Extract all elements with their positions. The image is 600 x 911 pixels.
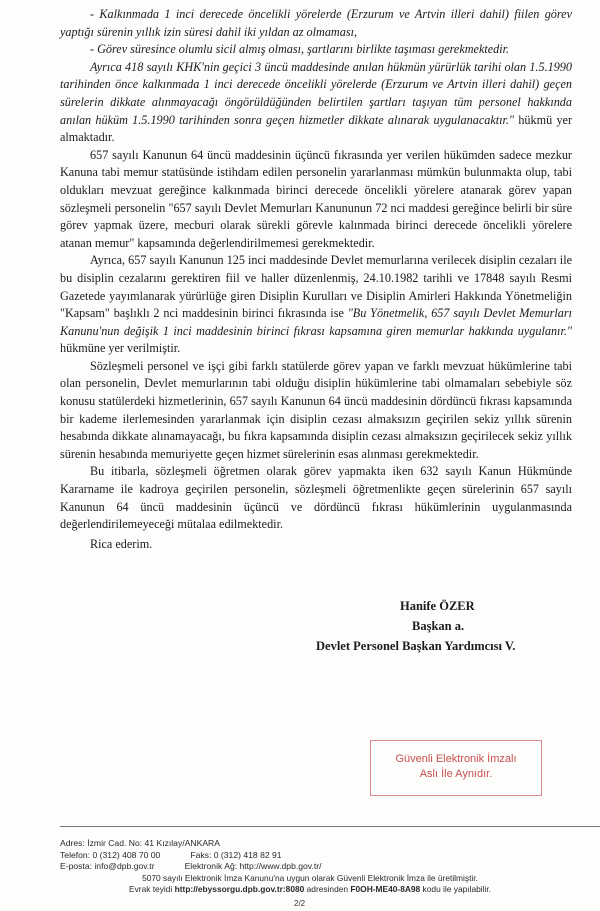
e-signature-stamp [370,740,542,796]
footer-esign-note: 5070 sayılı Elektronik İmza Kanunu'na uygun olarak Güvenli Elektronik İmza ile üretilmiştir. [142,872,478,883]
stamp-line-1: Güvenli Elektronik İmzalı [395,753,517,765]
paragraph-contract-staff: Sözleşmeli personel ve işçi gibi farklı statülerde görev yapan ve farklı mevzuat hükümlerine tabi olan personelin, Devlet memurlarının tabi olduğu disiplin hükümlerine tabi olmamaları sebebiyle söz konusu statülerdeki hizmetlerinin, 657 sayılı Kanunun 64 üncü maddesinin dördüncü fıkrası kapsamında bir kademe ilerlemesinden yararlanmak için disiplin cezası almaksızın geçirilen sekiz yıllık sürenin hesabında dikkate alınamayacağı, bu fıkra kapsamında disiplin cezası almaksızın geçirilecek sekiz yıllık sürenin hesabında memuriyette geçen hizmet sürelerinin esas alınması gerekmektedir. [60,358,572,461]
verify-code: F0OH-ME40-8A98 [350,884,421,894]
paragraph-conclusion: Bu itibarla, sözleşmeli öğretmen olarak görev yapmakta iken 632 sayılı Kanun Hükmünde Kararname ile kadroya geçirilen personelin, sözleşmeli öğretmenlikte geçen sürelerinin 657 sayılı Kanunun 64 üncü maddesinin üçüncü ve dördüncü fıkrası hükümlerinin uygulanmasında değerlendirilemeyeceği mütalaa edilmektedir. [60,464,572,532]
condition-item-1: - Kalkınmada 1 inci derecede öncelikli yörelerde (Erzurum ve Artvin illeri dahil) fiilen görev yaptığı sürenin yıllık izin süresi dahil iki yıldan az olmaması, [60,7,572,39]
footer-phone: Telefon: 0 (312) 408 70 00 [60,849,161,860]
signature-block [316,596,600,656]
letter-body [60,6,572,553]
verify-mid: adresinden [304,884,351,894]
signatory-role: Başkan a. [412,619,465,633]
footer-website[interactable]: Elektronik Ağ: http://www.dpb.gov.tr/ [184,861,322,871]
closing-line: Rica ederim. [90,536,153,551]
footer-divider [60,826,600,827]
paragraph-discipline [60,252,572,358]
signatory-title: Devlet Personel Başkan Yardımcısı V. [316,639,516,653]
footer-address: Adres: İzmir Cad. No: 41 Kızılay/ANKARA [60,838,220,848]
stamp-line-2: Aslı İle Aynıdır. [419,768,493,780]
regulation-quote-tail: hükmüne yer verilmiştir. [60,341,181,356]
verify-prefix: Evrak teyidi [129,884,175,894]
condition-item-2: - Görev süresince olumlu sicil almış olması, şartlarını birlikte taşıması gerekmektedir. [90,42,510,57]
footer-verification [60,884,600,896]
regulation-quote: "Bu Yönetmelik, 657 sayılı Devlet Memurları Kanunu'nun değişik 1 inci maddesinin birinci fıkrası kapsamına giren memurlar hakkında uygulanır." [60,306,572,338]
signatory-name: Hanife ÖZER [400,599,475,613]
quoted-provision-paragraph [60,59,572,147]
verify-suffix: kodu ile yapılabilir. [420,884,491,894]
footer-fax: Faks: 0 (312) 418 82 91 [190,849,282,860]
discipline-text: Ayrıca, 657 sayılı Kanunun 125 inci maddesinde Devlet memurlarına verilecek disiplin cezaları ile bu disiplin cezalarını gerektiren fiil ve haller düzenlenmiş, 24.10.1982 tarihli ve 17848 sayılı Resmi Gazetede yayımlanarak yürürlüğe giren Disiplin Kurulları ve Disiplin Amirleri Hakkında Yönetmeliğin "Kapsam" başlıklı 2 nci maddesinin birinci fıkrasında ise [60,253,572,321]
footer-email[interactable]: E-posta: info@dpb.gov.tr [60,861,155,871]
page-number: 2/2 [294,899,306,908]
quoted-provision-tail: hükmü yer almaktadır. [60,112,573,145]
quoted-provision: Ayrıca 418 sayılı KHK'nin geçici 3 üncü maddesinde anılan hükmün yürürlük tarihi olan 1.5.1990 tarihinden önce kalkınmada 1 inci derecede öncelikli yörelerde (Erzurum ve Artvin illeri dahil) geçen sürelerin dikkate alınmayacağı öngörüldüğünden belirtilen şartları taşıyan tüm personel hakkında anılan hüküm 1.5.1990 tarihinden sonra geçen hizmetler dikkate alınarak uygulanacaktır." [60,59,572,127]
footer-phone-row [60,850,600,862]
footer [60,838,600,896]
verify-url[interactable]: http://ebyssorgu.dpb.gov.tr:8080 [174,884,305,894]
paragraph-article-64: 657 sayılı Kanunun 64 üncü maddesinin üçüncü fıkrasında yer verilen hükümden sadece mezkur Kanuna tabi memur statüsünde istihdam edilen personelin yararlanması mümkün bulunmakta olup, tabi oldukları mevzuat gereğince kalkınmada birinci derecede öncelikli yörelere atanarak görev yapan sözleşmeli personelin "657 sayılı Devlet Memurları Kanununun 72 nci maddesi gereğince belirli bir süre görev yapmak üzere, mecburi olarak sürekli görevle kalınmada birinci derecede öncelikli yörelere atanan memur" kapsamında değerlendirilmemesi gerekmektedir. [60,147,572,250]
footer-contact-row [60,861,600,873]
